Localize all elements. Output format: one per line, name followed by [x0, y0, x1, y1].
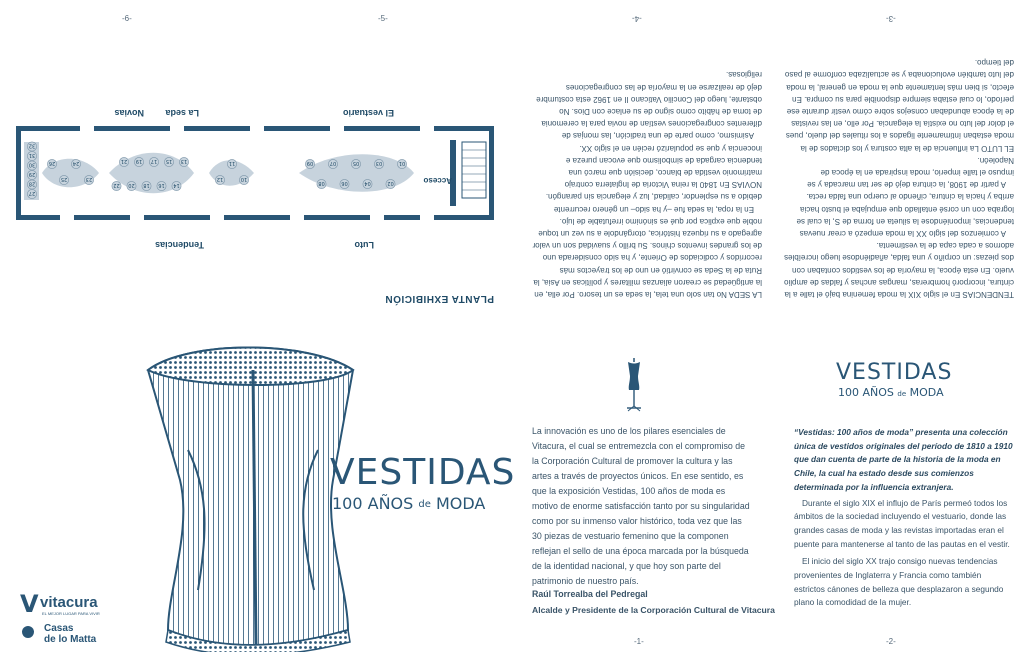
- display-badge-number: 26: [48, 160, 56, 167]
- cover-subtitle-de: de: [418, 499, 431, 510]
- vitacura-tagline: EL MEJOR LUGAR PARA VIVIR: [42, 611, 100, 616]
- display-badge-number: 12: [216, 176, 224, 183]
- paragraph-tendencias-3: A partir de 1908, la cintura dejó de ser tan marcada y se impuso el talle imperio, moda inspirada en la época de Napoleón.: [807, 155, 1014, 190]
- panel-subtitle-moda: MODA: [909, 386, 944, 399]
- display-badge-number: 14: [173, 182, 180, 189]
- page-number-5: -5-: [378, 14, 388, 23]
- display-badge-number: 09: [306, 160, 314, 167]
- display-badge-number: 30: [28, 161, 36, 168]
- casas-logo-icon: [22, 626, 34, 638]
- panel-subtitle: [838, 386, 944, 399]
- display-badge-number: 03: [375, 160, 383, 167]
- display-badge-number: 28: [28, 180, 36, 187]
- panel-seda-novias: [532, 30, 762, 300]
- display-badge-number: 05: [352, 160, 360, 167]
- display-badge-number: 27: [28, 190, 36, 197]
- display-badge-number: 25: [60, 176, 68, 183]
- page-number-4: -4-: [632, 14, 642, 23]
- panel-tendencias-luto: [784, 30, 1014, 300]
- display-badge-number: 31: [28, 152, 36, 159]
- display-badge-number: 24: [72, 160, 80, 167]
- display-badge-number: 02: [387, 180, 394, 187]
- zone-label-seda: La seda: [165, 108, 199, 118]
- display-badge-number: 19: [135, 158, 143, 165]
- display-badge-number: 18: [143, 182, 150, 189]
- paragraph-novias-2: Asimismo, como parte de una tradición, las monjas de diferentes congregaciones vestían de novia para la ceremonia de toma de hábito como signo de su enlace con Dios. No obstante, luego del Concilio Vaticano II en 1962 esta costumbre dejó de realizarse en la mayoría de las congregaciones religiosas.: [536, 70, 762, 141]
- display-badge-number: 06: [341, 180, 348, 187]
- display-badge-number: 29: [28, 171, 36, 178]
- panel-title: VESTIDAS: [836, 360, 953, 385]
- body-paragraph-1: Durante el siglo XIX el influjo de París permeó todos los ámbitos de la sociedad incluyendo el vestuario, donde las grandes casas de moda y las revistas importadas eran el puente para mantenerse al tanto de las pautas en el vestir.: [794, 497, 1010, 549]
- vitacura-wordmark: vitacura: [40, 594, 98, 611]
- casas-line2: de lo Matta: [44, 634, 97, 645]
- paragraph-novias: NOVIAS En 1840 la reina Victoria de Inglaterra contrajo matrimonio vestida de blanco, decisión que marcó una tendencia cargada de simbolismo que evocan pureza e inocencia y que se popularizó recién en el siglo XX.: [564, 143, 762, 190]
- zone-label-tendencias: Tendencias: [155, 240, 204, 250]
- display-badge-number: 17: [150, 158, 158, 165]
- page-number-2: -2-: [886, 637, 896, 646]
- display-badge-number: 16: [158, 182, 165, 189]
- paragraph-tendencias: TENDENCIAS En el siglo XIX la moda femenina bajó el talle a la cintura, incorporó hombreras, mangas anchas y faldas de amplio vuelo. En esta época, la mayoría de los vestidos contaban con dos piezas: un corpiño y una falda, añadiéndose luego increíbles adornos a cada capa de la vestimenta.: [784, 241, 1014, 299]
- signer-name: Raúl Torrealba del Pedregal: [532, 589, 648, 599]
- display-badge-number: 13: [180, 158, 188, 165]
- display-badge-number: 04: [364, 180, 371, 187]
- vitacura-logo: [20, 592, 130, 622]
- paragraph-seda: LA SEDA No tan solo una tela, la seda es un tesoro. Por ella, en la antigüedad se crearon alianzas militares y políticas en Asia, la Ruta de la Seda se convirtió en uno de los trayectos más recorridos y codiciados de Oriente, y ha sido considerada uno de los grandes inventos chinos. Su brillo y suavidad son un valor agregado a su riqueza histórica, otorgándole a su vez un toque noble que explica por qué es sinónimo irrefutable de lujo.: [532, 216, 762, 299]
- panel-subtitle-years: 100 AÑOS: [838, 386, 894, 399]
- right-panel-text: [794, 426, 1014, 610]
- body-paragraph-2: El inicio del siglo XX trajo consigo nuevas tendencias provenientes de Inglaterra y Francia como también estrictos cánones de belleza que desplazaron a segundo plano la comodidad de la mujer.: [794, 556, 1004, 608]
- intro-paragraph: La innovación es uno de los pilares esenciales de Vitacura, el cual se entremezcla con el compromiso de la Corporación Cultural de promover la cultura y las artes a través de proyectos únicos. En ese sentido, es que la exposición Vestidas, 100 años de moda es motivo de enorme satisfacción tanto por su singularidad como por su inmenso valor histórico, toda vez que las 30 piezas de vestuario femenino que la componen reflejan el sello de una época marcada por la búsqueda de la identidad nacional, y que hoy son parte del patrimonio de nuestro país.: [532, 426, 750, 586]
- paragraph-tendencias-2: A comienzos del siglo XX la moda empezó a crear nuevas tendencias, imponiéndose la silueta en forma de S, la cual se lograba con un corsé entallado que empujaba el busto hacia arriba y hacia la cintura, ciñendo al cuerpo una falda recta.: [796, 192, 1014, 238]
- display-badge-number: 21: [120, 158, 128, 165]
- cover-subtitle-years: 100 AÑOS: [332, 494, 414, 513]
- cover-subtitle: [332, 494, 485, 513]
- lead-paragraph: “Vestidas: 100 años de moda” presenta una colección única de vestidos originales del período de 1810 a 1910 que dan cuenta de parte de la historia de la moda en Chile, la cual ha estado desde sus comienzos determinada por la influencia extranjera.: [794, 427, 1013, 492]
- casas-line1: Casas: [44, 623, 74, 634]
- display-badge-number: 10: [240, 176, 248, 183]
- display-badge-number: 07: [329, 160, 337, 167]
- page-number-3: -3-: [886, 14, 896, 23]
- v-mark-icon: V: [20, 590, 39, 618]
- display-badge-number: 01: [398, 160, 406, 167]
- display-badge-number: 08: [318, 180, 325, 187]
- floor-plan-map: [16, 126, 494, 220]
- display-badge-number: 32: [28, 142, 36, 149]
- floor-plan-heading: PLANTA EXHIBICIÓN: [384, 293, 494, 304]
- paragraph-seda-2: En la ropa, la seda fue –y ha sido– un género recurrente debido a su esplendor, calidad, luz y elegancia sin parangón.: [545, 192, 762, 214]
- page-number-1: -1-: [634, 637, 644, 646]
- page-number-6: -6-: [122, 14, 132, 23]
- zone-label-luto: Luto: [354, 240, 374, 250]
- display-badge-number: 23: [85, 176, 93, 183]
- cover-title: VESTIDAS: [330, 452, 516, 493]
- display-badge-number: 15: [165, 158, 173, 165]
- paragraph-luto: EL LUTO La influencia de la alta costura y los dictados de la moda estaban íntimamente ligados a los rituales del duelo, pues el dolor del luto no existía la elegancia. Por ello, en las revistas de la época abundaban consejos sobre cómo vestir durante ese período, lo cual estaba siempre disponible para su compra. En efecto, si bien más lentamente que la moda en general, la moda del luto también evolucionaba y se actualizaba conforme al paso del tiempo.: [784, 58, 1014, 153]
- mannequin-icon: [624, 356, 644, 412]
- zone-label-novias: Novias: [114, 108, 144, 118]
- panel-subtitle-de: de: [897, 390, 907, 398]
- display-badge-number: 11: [228, 160, 236, 167]
- signer-role: Alcalde y Presidente de la Corporación Cultural de Vitacura: [532, 605, 775, 615]
- floor-plan-panel: [14, 60, 504, 310]
- zone-label-vestuario: El vestuario: [342, 108, 394, 118]
- display-badge-number: 20: [128, 182, 135, 189]
- zone-label-acceso: Acceso: [423, 176, 452, 185]
- casas-logo: [22, 624, 142, 650]
- cover-subtitle-moda: MODA: [435, 494, 486, 513]
- display-badge-number: 22: [113, 182, 120, 189]
